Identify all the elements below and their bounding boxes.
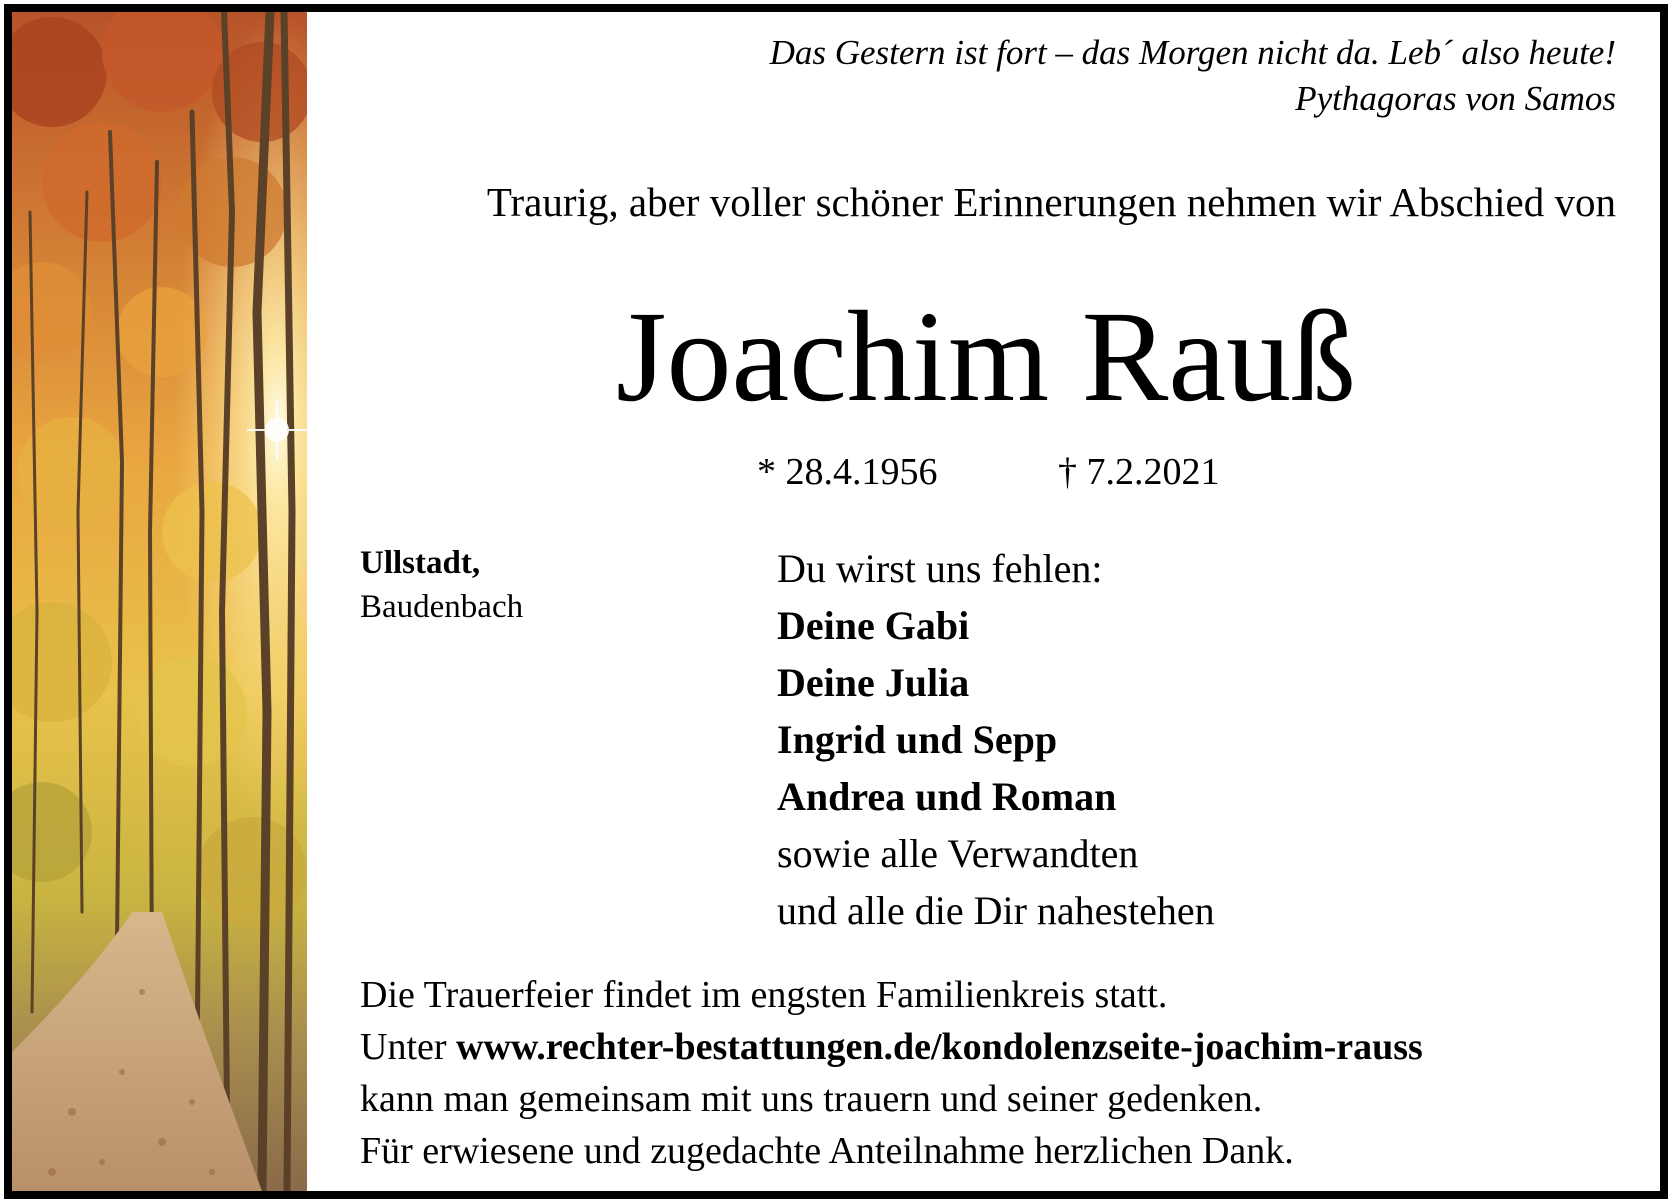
footer-line-2	[360, 1021, 1423, 1073]
footer-block	[360, 969, 1423, 1177]
family-member: Deine Gabi	[777, 603, 970, 648]
quote-text: Das Gestern ist fort – das Morgen nicht da. Leb´ also heute!	[769, 33, 1616, 72]
condolence-link[interactable]: www.rechter-bestattungen.de/kondolenzseite-joachim-rauss	[456, 1026, 1423, 1068]
death-date: † 7.2.2021	[1058, 451, 1220, 493]
footer-line-3: kann man gemeinsam mit uns trauern und seiner gedenken.	[360, 1078, 1263, 1120]
birth-date: * 28.4.1956	[757, 451, 938, 493]
footer-line-2-prefix: Unter	[360, 1026, 457, 1068]
footer-line-1: Die Trauerfeier findet im engsten Familienkreis statt.	[360, 974, 1168, 1016]
deceased-name: Joachim Rauß	[615, 285, 1357, 429]
quote-block	[770, 30, 1616, 122]
family-block	[777, 540, 1215, 939]
footer-line-4: Für erwiesene und zugedachte Anteilnahme herzlichen Dank.	[360, 1130, 1294, 1172]
family-member: Deine Julia	[777, 660, 970, 705]
place-block	[360, 541, 523, 629]
family-member: Andrea und Roman	[777, 774, 1117, 819]
family-heading: Du wirst uns fehlen:	[777, 546, 1103, 591]
place-line-1: Ullstadt,	[360, 545, 481, 581]
family-member: Ingrid und Sepp	[777, 717, 1058, 762]
obituary-frame	[4, 4, 1668, 1199]
place-line-2: Baudenbach	[360, 589, 524, 625]
quote-author: Pythagoras von Samos	[1295, 79, 1616, 118]
autumn-forest-image	[12, 12, 307, 1191]
intro-text: Traurig, aber voller schöner Erinnerungen nehmen wir Abschied von	[486, 179, 1616, 225]
family-closing-2: und alle die Dir nahestehen	[777, 888, 1215, 933]
family-closing-1: sowie alle Verwandten	[777, 831, 1139, 876]
